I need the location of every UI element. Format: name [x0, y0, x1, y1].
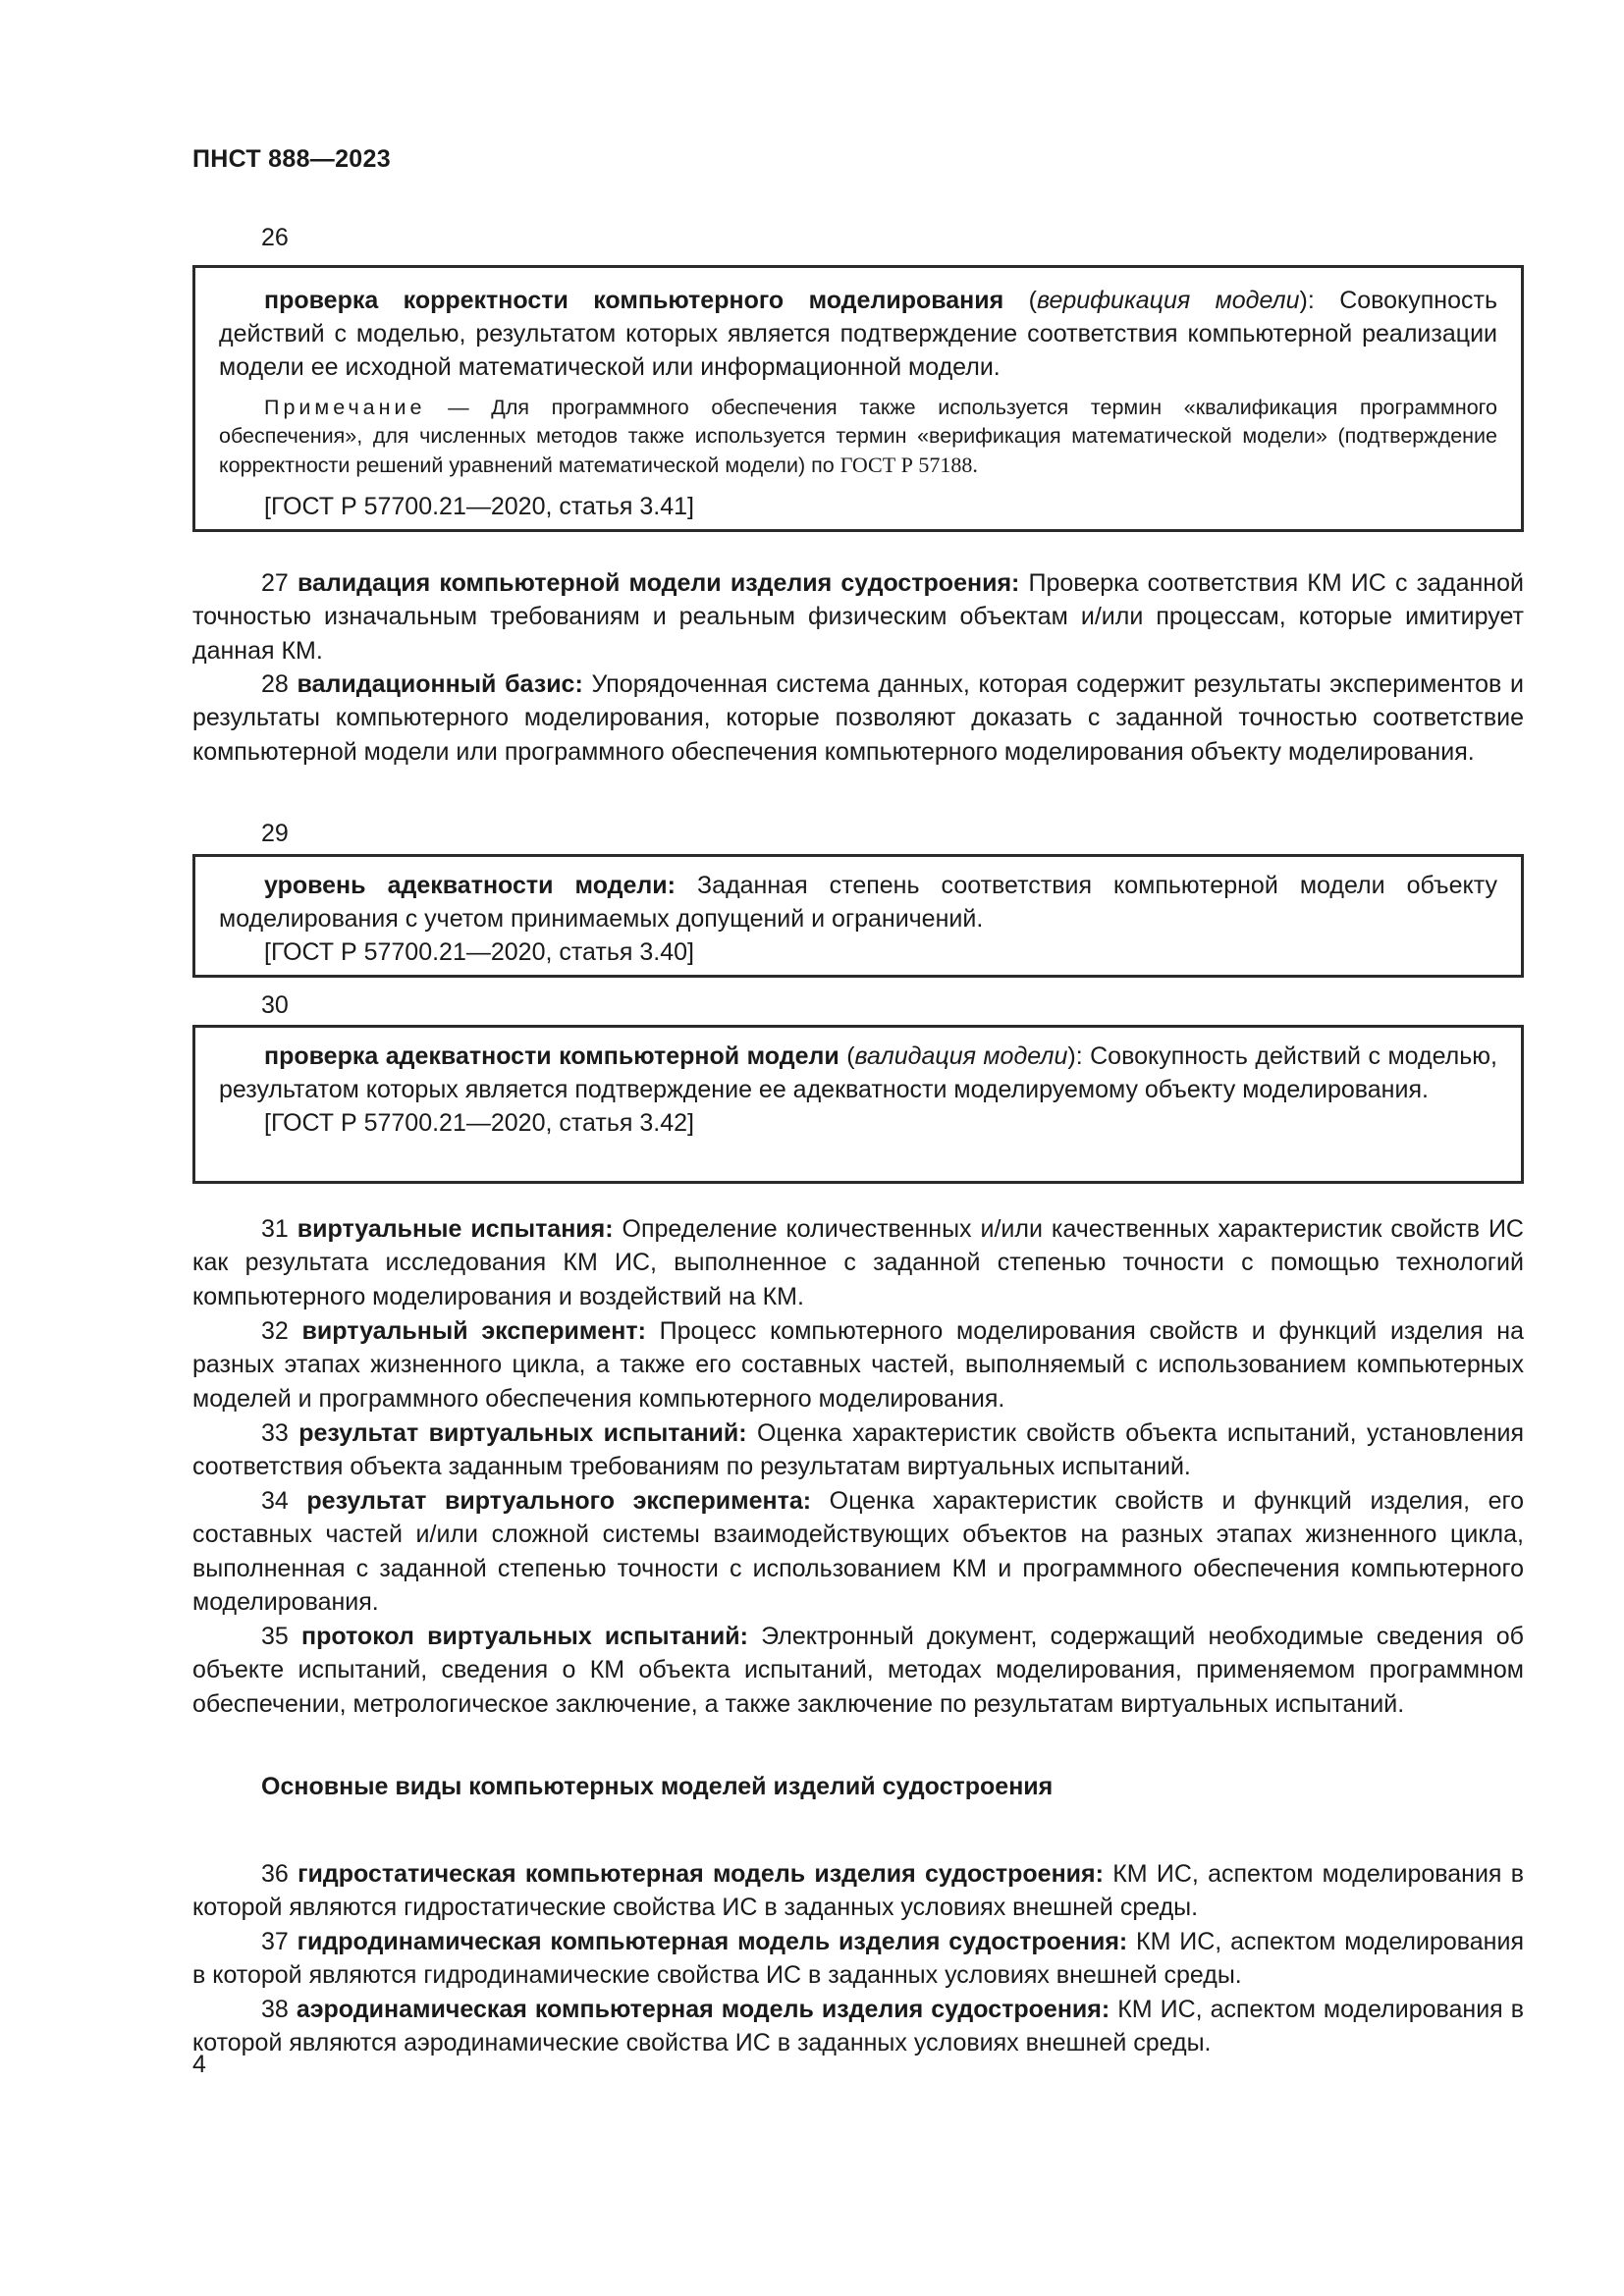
term-26-term: проверка корректности компьютерного моделирования [264, 287, 1004, 314]
term-30-source: [ГОСТ Р 57700.21—2020, статья 3.42] [264, 1109, 694, 1137]
term-26-number: 26 [261, 224, 289, 251]
term-29-number: 29 [261, 820, 289, 847]
term-29-definition: Заданная степень соответствия компьютерной модели объекту моделирования с учетом принимаемых допущений и ограничений. [219, 872, 1497, 933]
term-34: 34 результат виртуального эксперимента: Оценка характеристик свойств и функций изделия, его составных частей и/или сложной системы взаимодействующих объектов на разных этапах жизненного цикла, выполненная с заданной степенью точности с использованием КМ и программного обеспечения компьютерного моделирования. [192, 1487, 1524, 1617]
term-30-definition: Совокупность действий с моделью, результатом которых является подтверждение ее адекватности моделируемому объекту моделирования. [219, 1042, 1497, 1103]
term-27: 27 валидация компьютерной модели изделия судостроения: Проверка соответствия КМ ИС с заданной точностью изначальным требованиям и реальным физическим объектам и/или процессам, которые имитирует данная КМ. [192, 569, 1524, 665]
term-34-definition: Оценка характеристик свойств и функций изделия, его составных частей и/или сложной системы взаимодействующих объектов на разных этапах жизненного цикла, выполненная с заданной степенью точности с использованием КМ и программного обеспечения компьютерного моделирования. [192, 1487, 1524, 1617]
term-30-text: проверка адекватности компьютерной модели (валидация модели): Совокупность действий с моделью, результатом которых является подтверждение ее адекватности моделируемому объекту моделирования. [219, 1042, 1497, 1103]
term-30-box [192, 1025, 1524, 1184]
term-27-definition: Проверка соответствия КМ ИС с заданной точностью изначальным требованиям и реальным физическим объектам и/или процессам, которые имитирует данная КМ. [192, 569, 1524, 665]
term-30-number: 30 [261, 991, 289, 1019]
term-29-term: уровень адекватности модели: [264, 872, 677, 899]
term-33-definition: Оценка характеристик свойств объекта испытаний, установления соответствия объекта заданным требованиям по результатам виртуальных испытаний. [192, 1419, 1524, 1481]
term-33-term: результат виртуальных испытаний: [298, 1419, 747, 1447]
term-26-box [192, 265, 1524, 532]
term-32: 32 виртуальный эксперимент: Процесс компьютерного моделирования свойств и функций изделия на разных этапах жизненного цикла, а также его составных частей, выполняемый с использованием компьютерных моделей и программного обеспечения компьютерного моделирования. [192, 1317, 1525, 1413]
term-30-alt: валидация модели [854, 1042, 1068, 1070]
note-label: Примечание [264, 396, 426, 419]
term-38-term: аэродинамическая компьютерная модель изделия судостроения: [296, 1996, 1110, 2023]
term-30-term: проверка адекватности компьютерной модели [264, 1042, 839, 1070]
section-title: Основные виды компьютерных моделей изделий судостроения [261, 1773, 1054, 1800]
term-26-text: проверка корректности компьютерного моделирования (верификация модели): Совокупность действий с моделью, результатом которых является подтверждение соответствия компьютерной реализации модели ее исходной математической или информационной модели. [219, 287, 1497, 381]
term-32-term: виртуальный эксперимент: [301, 1317, 646, 1345]
term-35-term: протокол виртуальных испытаний: [301, 1623, 748, 1650]
term-35-definition: Электронный документ, содержащий необходимые сведения об объекте испытаний, сведения о КМ объекта испытаний, методах моделирования, применяемом программном обеспечении, метрологическое заключение, а также заключение по результатам виртуальных испытаний. [192, 1623, 1524, 1718]
term-26-alt: верификация модели [1036, 287, 1300, 314]
term-28-term: валидационный базис: [297, 670, 583, 698]
term-28-definition: Упорядоченная система данных, которая содержит результаты экспериментов и результаты компьютерного моделирования, которые позволяют доказать с заданной точностью соответствие компьютерной модели или программного обеспечения компьютерного моделирования объекту моделирования. [192, 670, 1524, 766]
term-33: 33 результат виртуальных испытаний: Оценка характеристик свойств объекта испытаний, установления соответствия объекта заданным требованиям по результатам виртуальных испытаний. [192, 1419, 1524, 1481]
document-header: ПНСТ 888—2023 [192, 145, 391, 173]
term-37-term: гидродинамическая компьютерная модель изделия судостроения: [297, 1928, 1128, 1955]
term-29-text [219, 869, 1497, 935]
term-29-box [192, 854, 1524, 978]
term-38-definition: КМ ИС, аспектом моделирования в которой являются аэродинамические свойства ИС в заданных условиях внешней среды. [192, 1996, 1524, 2057]
term-26-note: Примечание — Для программного обеспечения также используется термин «квалификация программного обеспечения», для численных методов также используется термин «верификация математической модели» (подтверждение корректности решений уравнений математической модели) по ГОСТ Р 57188. [219, 396, 1497, 477]
page-number: 4 [192, 2051, 206, 2078]
term-26-source: [ГОСТ Р 57700.21—2020, статья 3.41] [264, 493, 694, 520]
term-31-definition: Определение количественных и/или качественных характеристик свойств ИС как результата исследования КМ ИС, выполненное с заданной степенью точности с помощью технологий компьютерного моделирования и воздействий на КМ. [192, 1215, 1524, 1310]
term-28: 28 валидационный базис: Упорядоченная система данных, которая содержит результаты экспериментов и результаты компьютерного моделирования, которые позволяют доказать с заданной точностью соответствие компьютерной модели или программного обеспечения компьютерного моделирования объекту моделирования. [192, 670, 1524, 766]
term-36-term: гидростатическая компьютерная модель изделия судостроения: [298, 1860, 1104, 1888]
term-29-source: [ГОСТ Р 57700.21—2020, статья 3.40] [264, 938, 694, 966]
term-32-definition: Процесс компьютерного моделирования свойств и функций изделия на разных этапах жизненного цикла, а также его составных частей, выполняемый с использованием компьютерных моделей и программного обеспечения компьютерного моделирования. [192, 1317, 1525, 1413]
term-31-term: виртуальные испытания: [297, 1215, 614, 1243]
term-36-definition: КМ ИС, аспектом моделирования в которой являются гидростатические свойства ИС в заданных условиях внешней среды. [192, 1860, 1524, 1922]
term-26-definition: Совокупность действий с моделью, результатом которых является подтверждение соответствия компьютерной реализации модели ее исходной математической или информационной модели. [219, 287, 1497, 381]
term-31: 31 виртуальные испытания: Определение количественных и/или качественных характеристик свойств ИС как результата исследования КМ ИС, выполненное с заданной степенью точности с помощью технологий компьютерного моделирования и воздействий на КМ. [192, 1215, 1524, 1310]
term-38: 38 аэродинамическая компьютерная модель изделия судостроения: КМ ИС, аспектом моделирования в которой являются аэродинамические свойства ИС в заданных условиях внешней среды. [192, 1996, 1524, 2057]
term-36: 36 гидростатическая компьютерная модель изделия судостроения: КМ ИС, аспектом моделирования в которой являются гидростатические свойства ИС в заданных условиях внешней среды. [192, 1860, 1524, 1922]
term-37-definition: КМ ИС, аспектом моделирования в которой являются гидродинамические свойства ИС в заданных условиях внешней среды. [192, 1928, 1524, 1990]
term-27-term: валидация компьютерной модели изделия судостроения: [297, 569, 1020, 597]
term-37: 37 гидродинамическая компьютерная модель изделия судостроения: КМ ИС, аспектом моделирования в которой являются гидродинамические свойства ИС в заданных условиях внешней среды. [192, 1928, 1524, 1990]
term-35: 35 протокол виртуальных испытаний: Электронный документ, содержащий необходимые сведения об объекте испытаний, сведения о КМ объекта испытаний, методах моделирования, применяемом программном обеспечении, метрологическое заключение, а также заключение по результатам виртуальных испытаний. [192, 1623, 1524, 1718]
term-34-term: результат виртуального эксперимента: [306, 1487, 812, 1515]
